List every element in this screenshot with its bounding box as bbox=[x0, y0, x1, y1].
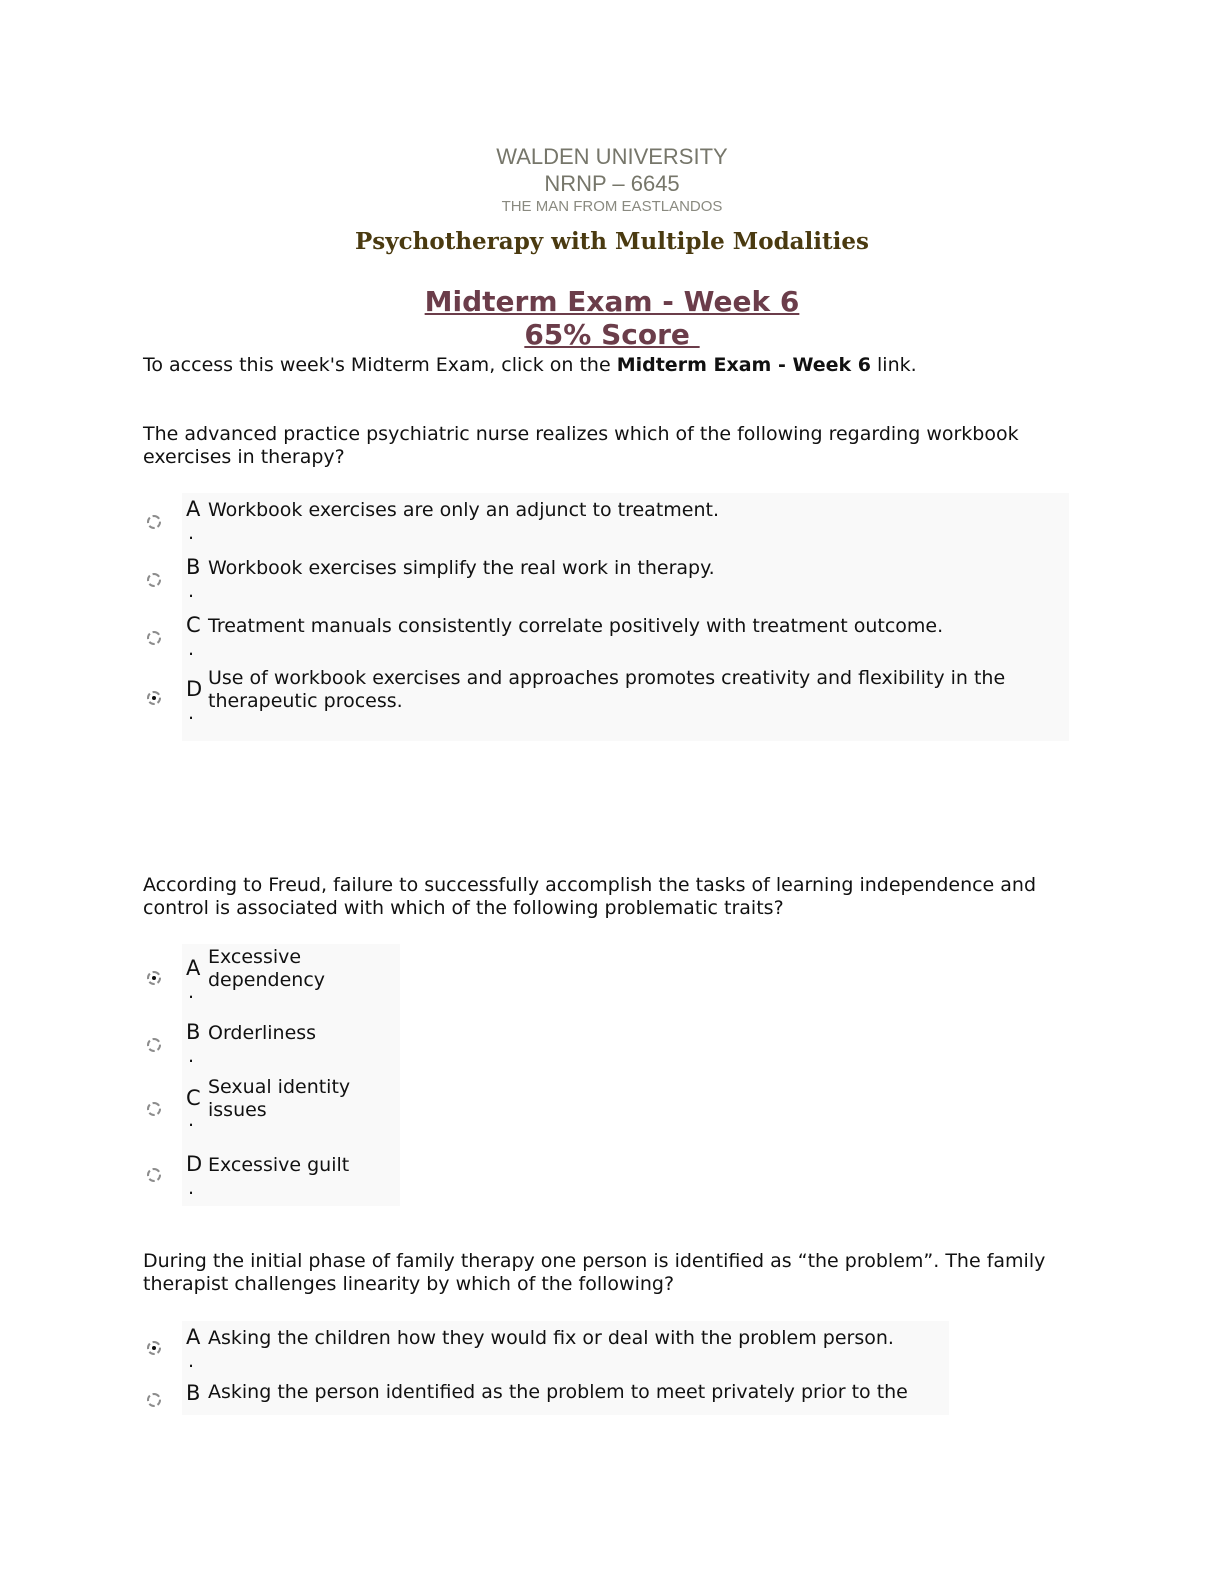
radio-cell bbox=[141, 1321, 182, 1377]
option-body bbox=[182, 1321, 949, 1377]
option-row bbox=[141, 609, 1069, 663]
option-text: Asking the person identified as the problem to meet privately prior to the bbox=[208, 1381, 908, 1403]
radio-cell bbox=[141, 944, 182, 1014]
option-text: Treatment manuals consistently correlate positively with treatment outcome. bbox=[208, 615, 944, 637]
radio-cell bbox=[141, 1014, 182, 1072]
option-row bbox=[141, 1014, 400, 1072]
option-row bbox=[141, 663, 1069, 741]
radio-button-q1-c[interactable] bbox=[147, 631, 161, 645]
question-3-options bbox=[141, 1321, 949, 1415]
radio-cell bbox=[141, 1072, 182, 1140]
option-row bbox=[141, 493, 1069, 551]
option-row bbox=[141, 1321, 949, 1377]
option-body bbox=[182, 1377, 949, 1415]
course-code: NRNP – 6645 bbox=[544, 171, 680, 196]
midterm-exam-link[interactable]: Midterm Exam - Week 6 bbox=[616, 354, 871, 376]
question-2-options bbox=[141, 944, 400, 1206]
option-body bbox=[182, 1140, 400, 1206]
option-text: Orderliness bbox=[208, 1022, 317, 1044]
radio-cell bbox=[141, 551, 182, 609]
author-line: THE MAN FROM EASTLANDOS bbox=[501, 198, 723, 215]
option-letter: D . bbox=[186, 677, 203, 724]
option-body bbox=[182, 1072, 400, 1140]
question-1-text: The advanced practice psychiatric nurse realizes which of the following regarding workbook exercises in therapy? bbox=[143, 423, 1019, 468]
option-body bbox=[182, 1014, 400, 1072]
option-text: Sexual identity issues bbox=[208, 1076, 351, 1121]
university-name: WALDEN UNIVERSITY bbox=[496, 144, 728, 169]
radio-cell bbox=[141, 493, 182, 551]
exam-score: 65% Score bbox=[524, 318, 700, 351]
radio-button-q1-b[interactable] bbox=[147, 573, 161, 587]
exam-title: Midterm Exam - Week 6 bbox=[424, 285, 800, 318]
radio-button-q2-b[interactable] bbox=[147, 1038, 161, 1052]
radio-cell bbox=[141, 1377, 182, 1415]
question-2-text: According to Freud, failure to successfully accomplish the tasks of learning independence and control is associated with which of the following problematic traits? bbox=[143, 874, 1037, 919]
option-letter: A . bbox=[186, 497, 201, 544]
option-letter: B bbox=[186, 1381, 201, 1405]
option-text: Asking the children how they would fix or deal with the problem person. bbox=[208, 1327, 894, 1349]
radio-button-q1-a[interactable] bbox=[147, 515, 161, 529]
option-text: Use of workbook exercises and approaches promotes creativity and flexibility in the therapeutic process. bbox=[208, 667, 1006, 712]
option-text: Excessive guilt bbox=[208, 1154, 350, 1176]
option-body bbox=[182, 493, 1069, 551]
option-body bbox=[182, 663, 1069, 741]
option-text: Excessive dependency bbox=[208, 946, 326, 991]
question-1-options bbox=[141, 493, 1069, 741]
option-row bbox=[141, 1140, 400, 1206]
option-body bbox=[182, 609, 1069, 663]
option-row bbox=[141, 1072, 400, 1140]
intro-text bbox=[143, 353, 1103, 377]
radio-button-q1-d[interactable] bbox=[147, 691, 161, 705]
intro-prefix: To access this week's Midterm Exam, click on the bbox=[143, 354, 617, 376]
radio-cell bbox=[141, 609, 182, 663]
subject-title: Psychotherapy with Multiple Modalities bbox=[355, 228, 869, 255]
question-3-text: During the initial phase of family therapy one person is identified as “the problem”. The family therapist challenges linearity by which of the following? bbox=[143, 1250, 1046, 1295]
option-letter: A . bbox=[186, 956, 201, 1003]
radio-button-q2-d[interactable] bbox=[147, 1168, 161, 1182]
option-body bbox=[182, 944, 400, 1014]
option-letter: A . bbox=[186, 1325, 201, 1372]
option-letter: B . bbox=[186, 555, 201, 602]
option-row bbox=[141, 551, 1069, 609]
option-body bbox=[182, 551, 1069, 609]
option-letter: C . bbox=[186, 613, 201, 660]
radio-button-q2-c[interactable] bbox=[147, 1102, 161, 1116]
option-letter: B . bbox=[186, 1020, 201, 1067]
option-text: Workbook exercises simplify the real work in therapy. bbox=[208, 557, 715, 579]
radio-button-q3-a[interactable] bbox=[147, 1341, 161, 1355]
radio-button-q3-b[interactable] bbox=[147, 1393, 161, 1407]
radio-cell bbox=[141, 663, 182, 741]
option-row bbox=[141, 1377, 949, 1415]
option-row bbox=[141, 944, 400, 1014]
radio-button-q2-a[interactable] bbox=[147, 971, 161, 985]
intro-suffix: link. bbox=[870, 354, 917, 376]
option-letter: C . bbox=[186, 1086, 201, 1131]
radio-cell bbox=[141, 1140, 182, 1206]
option-letter: D . bbox=[186, 1152, 203, 1199]
option-text: Workbook exercises are only an adjunct to treatment. bbox=[208, 499, 720, 521]
